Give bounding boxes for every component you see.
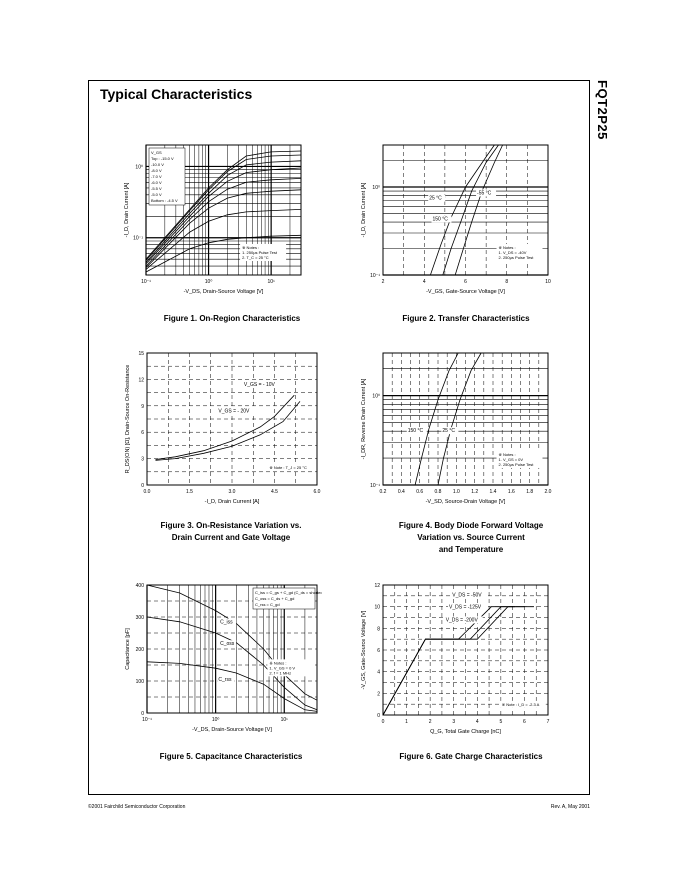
note-line: ※ Notes : — [498, 451, 516, 457]
y-tick-label: 10⁰ — [372, 184, 380, 191]
x-tick-label: 10¹ — [280, 717, 288, 723]
y-tick-label: 10⁻¹ — [370, 483, 380, 489]
x-tick-label: 1.4 — [489, 489, 497, 495]
y-tick-label: 2 — [377, 691, 380, 698]
annotation-label: 25 °C — [429, 195, 442, 202]
y-tick-label: 10⁰ — [372, 393, 380, 400]
x-tick-label: 3 — [452, 719, 456, 725]
note-line: ※ Notes : — [498, 245, 516, 250]
x-axis-label: -V_DS, Drain-Source Voltage [V] — [183, 289, 264, 295]
x-tick-label: 0.6 — [416, 489, 424, 495]
note-line: 1. V_DS = -40V — [498, 250, 527, 255]
y-axis-label: -I_D, Drain Current [A] — [124, 182, 130, 238]
x-tick-label: 2 — [428, 719, 432, 725]
y-tick-label: 200 — [135, 647, 144, 653]
x-tick-label: 8 — [505, 279, 509, 285]
x-tick-label: 1.6 — [507, 489, 515, 495]
annotation-label: V_DS = -125V — [449, 604, 482, 611]
x-axis-label: -V_DS, Drain-Source Voltage [V] — [192, 727, 272, 733]
figure-2-transfer — [353, 135, 563, 305]
x-tick-label: 10⁰ — [204, 279, 213, 285]
y-tick-label: 10 — [374, 604, 380, 611]
y-tick-label: 0 — [141, 483, 144, 489]
annotation-label: C_rss — [218, 677, 232, 683]
y-tick-label: 400 — [135, 583, 144, 589]
footer-copyright: ©2001 Fairchild Semiconductor Corporation — [88, 804, 186, 810]
note-line: 1. V_GS = 0 V — [269, 665, 296, 671]
note-line: ※ Notes : — [269, 660, 287, 666]
legend-entry: -5.0 V — [151, 192, 162, 197]
legend — [253, 588, 322, 609]
x-tick-label: 0.4 — [397, 489, 405, 495]
legend-entry: -10.0 V — [151, 162, 164, 167]
note-line: 1. 250μs Pulse Test — [242, 250, 278, 255]
x-tick-label: 6.0 — [313, 489, 321, 495]
y-tick-label: 15 — [138, 351, 144, 357]
chart-svg-5 — [112, 575, 322, 745]
legend-entry: V_GS — [151, 150, 162, 155]
section-title: Typical Characteristics — [100, 86, 253, 102]
y-tick-label: 100 — [135, 679, 144, 685]
y-tick-label: 8 — [377, 626, 380, 633]
y-tick-label: 10⁻¹ — [133, 235, 143, 242]
caption-figure-2: Figure 2. Transfer Characteristics — [402, 314, 530, 323]
legend-entry: -7.0 V — [151, 174, 162, 179]
y-tick-label: 6 — [377, 648, 380, 654]
y-tick-label: 3 — [141, 456, 144, 463]
legend-entry: C_rss = C_gd — [255, 602, 280, 607]
x-axis-label: -V_SD, Source-Drain Voltage [V] — [425, 499, 506, 505]
legend-entry: -8.0 V — [151, 168, 162, 173]
caption-figure-4: Figure 4. Body Diode Forward Voltage Variation vs. Source Current and Temperature — [398, 521, 544, 554]
legend-entry: C_oss = C_ds + C_gd — [255, 596, 295, 601]
footer-revision: Rev. A, May 2001 — [550, 804, 590, 810]
x-axis-label: -V_GS, Gate-Source Voltage [V] — [426, 289, 505, 295]
y-tick-label: 300 — [135, 615, 144, 621]
y-axis-label: -I_DR, Reverse Drain Current [A] — [361, 378, 367, 460]
y-tick-label: 10⁻¹ — [370, 273, 380, 279]
caption-figure-1: Figure 1. On-Region Characteristics — [163, 314, 301, 323]
y-tick-label: 9 — [141, 403, 144, 410]
y-tick-label: 0 — [377, 713, 380, 719]
y-axis-label: -I_D, Drain Current [A] — [361, 182, 367, 238]
x-tick-label: 0 — [381, 719, 385, 725]
x-tick-label: 7 — [546, 719, 550, 725]
figure-3-on-resistance — [112, 343, 322, 513]
x-tick-label: 1 — [405, 719, 408, 725]
figure-4-body-diode — [353, 343, 563, 513]
x-tick-label: 10⁻¹ — [142, 717, 152, 723]
x-axis-label: -I_D, Drain Current [A] — [204, 499, 260, 505]
note-line: ※ Notes : — [242, 245, 260, 250]
legend-entry: -6.0 V — [151, 180, 162, 185]
y-tick-label: 12 — [138, 377, 144, 384]
x-tick-label: 10 — [545, 279, 551, 285]
note-line: 2. 250μs Pulse Test — [498, 461, 534, 467]
annotation-label: -55 °C — [477, 190, 492, 197]
note-line: 2. 250μs Pulse Test — [498, 255, 534, 260]
x-tick-label: 1.5 — [186, 489, 193, 495]
legend-entry: C_iss = C_gs + C_gd (C_ds = shorted) — [255, 590, 322, 595]
x-tick-label: 2 — [381, 279, 385, 285]
part-number: FQT2P25 — [595, 80, 610, 140]
x-tick-label: 10⁻¹ — [141, 279, 151, 285]
x-tick-label: 1.0 — [452, 489, 460, 495]
chart-svg-6 — [353, 575, 563, 745]
series-line-2 — [443, 145, 499, 275]
x-tick-label: 6 — [523, 719, 526, 725]
y-axis-label: -V_GS, Gate-Source Voltage [V] — [361, 610, 367, 690]
annotation-label: V_DS = -50V — [452, 592, 482, 599]
x-tick-label: 0.0 — [143, 489, 151, 495]
caption-figure-6: Figure 6. Gate Charge Characteristics — [399, 752, 543, 761]
x-tick-label: 4 — [475, 719, 479, 725]
caption-figure-5: Figure 5. Capacitance Characteristics — [159, 752, 303, 761]
x-tick-label: 5 — [499, 719, 503, 725]
x-axis-label: Q_G, Total Gate Charge [nC] — [430, 729, 501, 735]
x-tick-label: 2.0 — [544, 489, 552, 495]
chart-svg-1 — [112, 135, 322, 305]
x-tick-label: 4.5 — [271, 489, 278, 495]
annotation-label: C_iss — [220, 619, 233, 626]
x-tick-label: 10⁰ — [211, 717, 220, 723]
y-tick-label: 0 — [141, 711, 144, 717]
annotation-label: C_oss — [220, 641, 235, 648]
x-tick-label: 6 — [464, 279, 467, 285]
chart-svg-2 — [353, 135, 563, 305]
x-tick-label: 0.2 — [379, 489, 387, 495]
figure-5-capacitance — [112, 575, 322, 745]
y-axis-label: Capacitance [pF] — [125, 628, 131, 670]
note-line: ※ Note : T_J = 25 °C — [269, 465, 307, 471]
caption-figure-3: Figure 3. On-Resistance Variation vs. Drain Current and Gate Voltage — [160, 521, 302, 542]
series-line-3 — [455, 145, 502, 275]
x-tick-label: 10¹ — [267, 279, 275, 285]
x-tick-label: 3.0 — [228, 489, 236, 495]
figure-1-on-region — [112, 135, 322, 305]
x-tick-label: 4 — [422, 279, 426, 285]
y-axis-label: R_DS(ON) [Ω], Drain-Source On-Resistance — [125, 364, 131, 474]
annotation-label: V_GS = - 20V — [218, 408, 250, 415]
x-tick-label: 1.2 — [471, 489, 479, 495]
y-tick-label: 12 — [374, 583, 380, 589]
figure-6-gate-charge — [353, 575, 563, 745]
x-tick-label: 1.8 — [526, 489, 534, 495]
legend-entry: Bottom : -4.5 V — [151, 198, 178, 203]
note-line: 1. V_GS = 0V — [498, 456, 524, 462]
y-tick-label: 10⁰ — [135, 164, 143, 171]
annotation-label: 150 °C — [432, 216, 448, 223]
annotation-label: 150 °C — [407, 428, 424, 435]
annotation-label: V_GS = - 10V — [243, 382, 275, 388]
x-tick-label: 0.8 — [434, 489, 442, 495]
series-line-1 — [415, 353, 458, 485]
chart-svg-3 — [112, 343, 322, 513]
chart-svg-4 — [353, 343, 563, 513]
legend-entry: Top : -15.0 V — [151, 156, 174, 161]
annotation-label: 25 °C — [442, 428, 455, 435]
legend-entry: -5.5 V — [151, 186, 162, 191]
note-line: 2. T_C = 25 °C — [242, 255, 269, 260]
annotation-label: V_DS = -200V — [445, 617, 478, 624]
note-line: 2. f = 1 MHz — [269, 670, 292, 676]
legend — [149, 148, 185, 205]
note-line: ※ Note : I_D = -2.3 A — [501, 701, 540, 707]
y-tick-label: 6 — [141, 430, 144, 437]
y-tick-label: 4 — [377, 669, 380, 676]
